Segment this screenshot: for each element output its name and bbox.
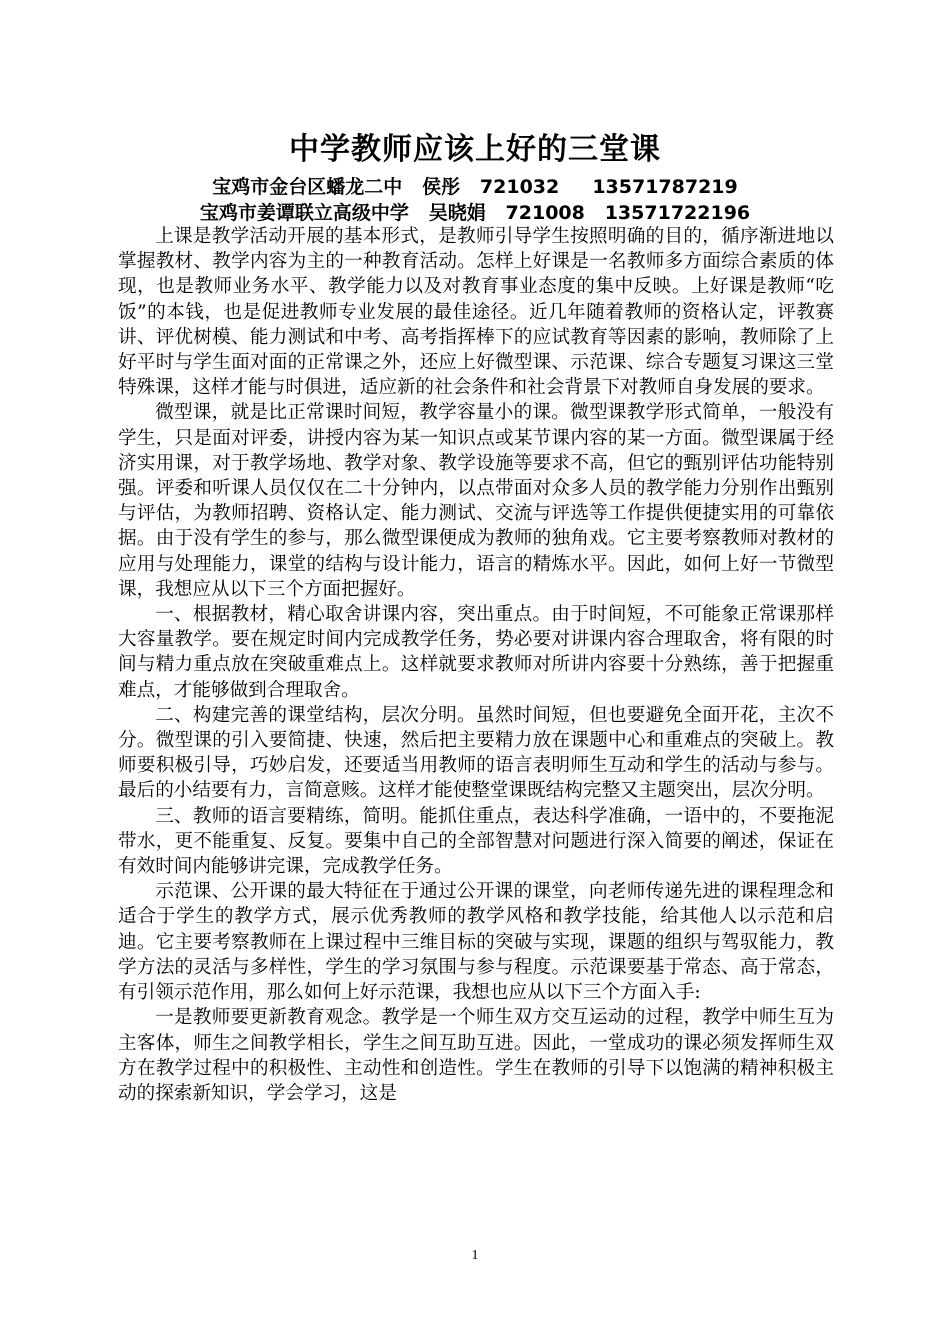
paragraph-point-2: 二、构建完善的课堂结构，层次分明。虽然时间短，但也要避免全面开花，主次不分。微型课的引入要简捷、快速，然后把主要精力放在课题中心和重难点的突破上。教师要积极引导，巧妙启发，还要适当用教师的语言表明师生互动和学生的活动与参与。最后的小结要有力，言简意赅。这样才能使整堂课既结构完整又主题突出，层次分明。: [118, 704, 834, 802]
paragraph-intro: 上课是教学活动开展的基本形式，是教师引导学生按照明确的目的，循序渐进地以掌握教材、教学内容为主的一种教育活动。怎样上好课是一名教师多方面综合素质的体现，也是教师业务水平、教学能力以及对教育事业态度的集中反映。上好课是教师“吃饭”的本钱，也是促进教师专业发展的最佳途径。近几年随着教师的资格认定，评教赛讲、评优树模、能力测试和中考、高考指挥棒下的应试教育等因素的影响，教师除了上好平时与学生面对面的正常课之外，还应上好微型课、示范课、综合专题复习课这三堂特殊课，这样才能与时俱进，适应新的社会条件和社会背景下对教师自身发展的要求。: [118, 226, 834, 399]
paragraph-point-1: 一、根据教材，精心取舍讲课内容，突出重点。由于时间短，不可能象正常课那样大容量教学。要在规定时间内完成教学任务，势必要对讲课内容合理取舍，将有限的时间与精力重点放在突破重难点上。这样就要求教师对所讲内容要十分熟练，善于把握重难点，才能够做到合理取舍。: [118, 604, 834, 701]
document-body: [118, 224, 834, 1106]
paragraph-micro-lesson: 微型课，就是比正常课时间短，教学容量小的课。微型课教学形式简单，一般没有学生，只是面对评委，讲授内容为某一知识点或某节课内容的某一方面。微型课属于经济实用课，对于教学场地、教学对象、教学设施等要求不高，但它的甄别评估功能特别强。评委和听课人员仅仅在二十分钟内，以点带面对众多人员的教学能力分别作出甄别与评估，为教师招聘、资格认定、能力测试、交流与评选等工作提供便捷实用的可靠依据。由于没有学生的参与，那么微型课便成为教师的独角戏。它主要考察教师对教材的应用与处理能力，课堂的结构与设计能力，语言的精炼水平。因此，如何上好一节微型课，我想应从以下三个方面把握好。: [118, 402, 834, 600]
paragraph-point-3: 三、教师的语言要精练，简明。能抓住重点，表达科学准确，一语中的，不要拖泥带水，更不能重复、反复。要集中自己的全部智慧对问题进行深入简要的阐述，保证在有效时间内能够讲完课，完成教学任务。: [118, 805, 834, 878]
author-line-2: 宝鸡市姜谭联立高级中学 吴晓娟 721008 13571722196: [199, 202, 751, 224]
paragraph-demo-point-1: 一是教师要更新教育观念。教学是一个师生双方交互运动的过程，教学中师生互为主客体，师生之间教学相长，学生之间互助互进。因此，一堂成功的课必须发挥师生双方在教学过程中的积极性、主动性和创造性。学生在教师的引导下以饱满的精神积极主动的探索新知识，学会学习，这是: [118, 1007, 834, 1104]
author-line-1: 宝鸡市金台区蟠龙二中 侯彤 721032 13571787219: [212, 176, 738, 198]
document-title: 中学教师应该上好的三堂课: [289, 132, 661, 167]
paragraph-demo-lesson: 示范课、公开课的最大特征在于通过公开课的课堂，向老师传递先进的课程理念和适合于学生的教学方式，展示优秀教师的教学风格和教学技能，给其他人以示范和启迪。它主要考察教师在上课过程中三维目标的突破与实现，课题的组织与驾驭能力，教学方法的灵活与多样性，学生的学习氛围与参与程度。示范课要基于常态、高于常态，有引领示范作用，那么如何上好示范课，我想也应从以下三个方面入手:: [118, 881, 834, 1004]
page-number: 1: [471, 1248, 479, 1263]
